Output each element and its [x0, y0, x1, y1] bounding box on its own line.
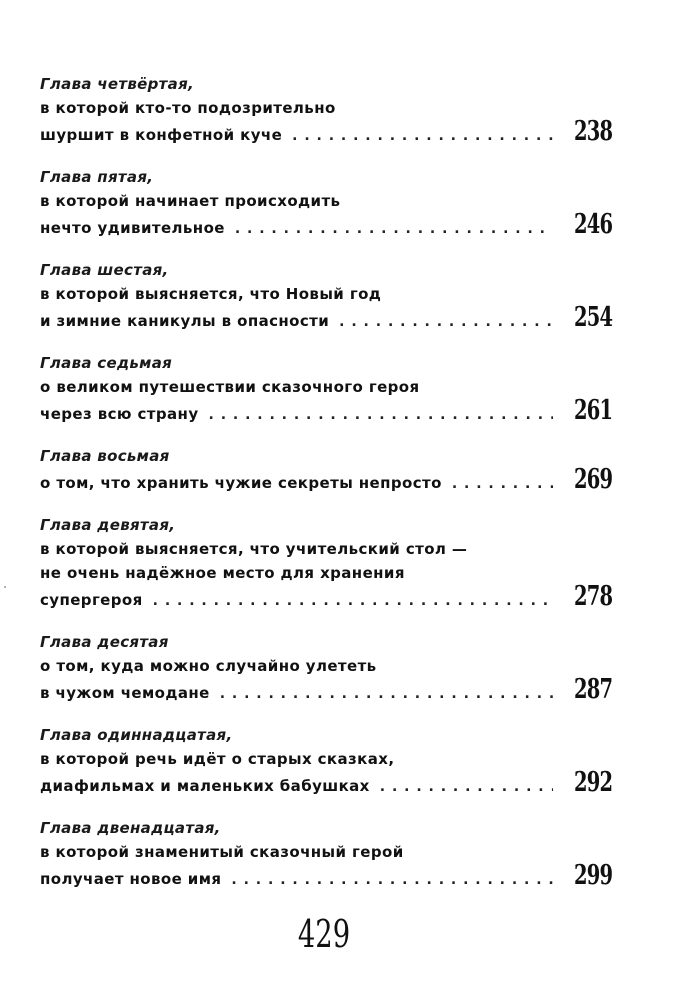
page-number: 299: [573, 860, 612, 891]
chapter-title: Глава одиннадцатая,: [40, 726, 233, 744]
toc-entry-chapter-9: [40, 513, 612, 613]
chapter-title: Глава двенадцатая,: [40, 819, 221, 837]
chapter-description-line: в которой выясняется, что учительский стол —: [40, 540, 468, 558]
chapter-description-last-line: [40, 767, 612, 799]
page-number: 238: [573, 116, 612, 147]
chapter-description-last-line: [40, 674, 612, 706]
dot-leader: [380, 775, 553, 799]
dot-leader: [452, 472, 553, 496]
chapter-title: Глава четвёртая,: [40, 75, 195, 93]
dot-leader: [235, 217, 553, 241]
chapter-description-text: о том, что хранить чужие секреты непросто: [40, 474, 442, 492]
page-number: 278: [573, 581, 612, 612]
chapter-title: Глава пятая,: [40, 168, 154, 186]
chapter-description-line: в которой речь идёт о старых сказках,: [40, 750, 395, 768]
chapter-description-line: в которой знаменитый сказочный герой: [40, 843, 404, 861]
chapter-title: Глава десятая: [40, 633, 169, 651]
chapter-description-last-line: [40, 464, 612, 496]
page-number: 261: [573, 395, 612, 426]
page-number: 292: [573, 767, 612, 798]
chapter-description-line: не очень надёжное место для хранения: [40, 564, 405, 582]
page-number: 269: [573, 464, 612, 495]
chapter-title: Глава девятая,: [40, 516, 176, 534]
chapter-description-last-line: [40, 581, 612, 613]
chapter-description-last-line: [40, 116, 612, 148]
chapter-description-line: о том, куда можно случайно улететь: [40, 657, 377, 675]
chapter-description-last-line: [40, 209, 612, 241]
toc-entry-chapter-7: [40, 351, 612, 427]
toc-entry-chapter-12: [40, 816, 612, 892]
chapter-description-text: шуршит в конфетной куче: [40, 126, 283, 144]
chapter-description-last-line: [40, 860, 612, 892]
toc-entry-chapter-5: [40, 165, 612, 241]
dot-leader: [153, 589, 553, 613]
chapter-description-text: через всю страну: [40, 405, 199, 423]
chapter-description-line: в которой выясняется, что Новый год: [40, 285, 382, 303]
chapter-description-line: в которой кто-то подозрительно: [40, 99, 336, 117]
scan-speck: [4, 586, 6, 588]
chapter-description-text: супергероя: [40, 591, 143, 609]
chapter-title: Глава седьмая: [40, 354, 173, 372]
dot-leader: [209, 403, 553, 427]
page-number: 254: [573, 302, 612, 333]
chapter-description-text: диафильмах и маленьких бабушках: [40, 777, 370, 795]
dot-leader: [339, 310, 552, 334]
chapter-description-text: получает новое имя: [40, 870, 222, 888]
page-number: 246: [573, 209, 612, 240]
chapter-title: Глава восьмая: [40, 447, 170, 465]
page-number: 287: [573, 674, 612, 705]
dot-leader: [220, 682, 553, 706]
table-of-contents: [40, 72, 612, 892]
toc-entry-chapter-8: [40, 444, 612, 496]
chapter-description-text: нечто удивительное: [40, 219, 225, 237]
chapter-description-text: и зимние каникулы в опасности: [40, 312, 330, 330]
chapter-description-last-line: [40, 302, 612, 334]
dot-leader: [292, 124, 552, 148]
chapter-description-last-line: [40, 395, 612, 427]
chapter-description-line: в которой начинает происходить: [40, 192, 341, 210]
folio-page-number: 429: [297, 912, 351, 956]
chapter-description-text: в чужом чемодане: [40, 684, 210, 702]
toc-entry-chapter-4: [40, 72, 612, 148]
chapter-title: Глава шестая,: [40, 261, 169, 279]
toc-entry-chapter-10: [40, 630, 612, 706]
chapter-description-line: о великом путешествии сказочного героя: [40, 378, 420, 396]
toc-entry-chapter-6: [40, 258, 612, 334]
dot-leader: [231, 868, 552, 892]
toc-entry-chapter-11: [40, 723, 612, 799]
